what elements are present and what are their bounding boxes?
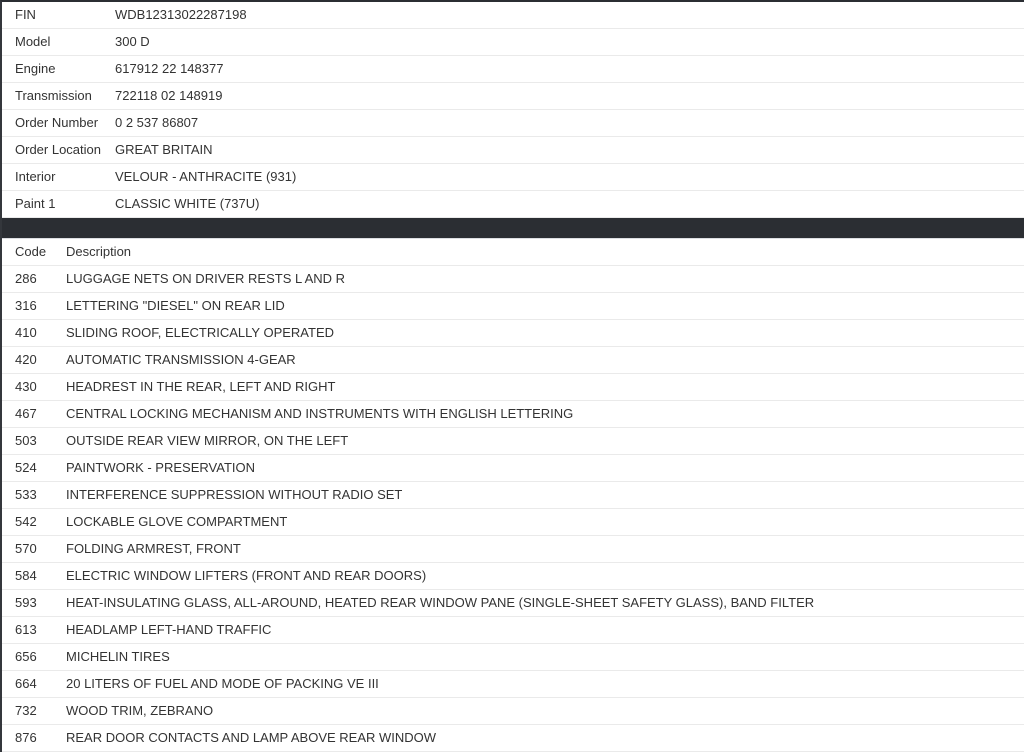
option-description: CENTRAL LOCKING MECHANISM AND INSTRUMENTS WITH ENGLISH LETTERING <box>66 406 574 421</box>
option-description: PAINTWORK - PRESERVATION <box>66 460 256 475</box>
spec-value: CLASSIC WHITE (737U) <box>115 196 260 211</box>
option-description: ELECTRIC WINDOW LIFTERS (FRONT AND REAR DOORS) <box>66 568 427 583</box>
option-code: 430 <box>15 379 37 394</box>
option-description: 20 LITERS OF FUEL AND MODE OF PACKING VE III <box>66 676 379 691</box>
option-row <box>2 266 1024 293</box>
option-code: 656 <box>15 649 37 664</box>
option-description: LUGGAGE NETS ON DRIVER RESTS L AND R <box>66 271 346 286</box>
option-row <box>2 401 1024 428</box>
option-description: REAR DOOR CONTACTS AND LAMP ABOVE REAR WINDOW <box>66 730 437 745</box>
option-row <box>2 536 1024 563</box>
option-code: 664 <box>15 676 37 691</box>
option-description: HEADREST IN THE REAR, LEFT AND RIGHT <box>66 379 336 394</box>
option-code: 876 <box>15 730 37 745</box>
option-description: LOCKABLE GLOVE COMPARTMENT <box>66 514 288 529</box>
option-description: AUTOMATIC TRANSMISSION 4-GEAR <box>66 352 296 367</box>
option-description: HEADLAMP LEFT-HAND TRAFFIC <box>66 622 272 637</box>
option-row <box>2 698 1024 725</box>
option-row <box>2 671 1024 698</box>
code-column-header: Code <box>15 244 47 259</box>
spec-row <box>2 83 1024 110</box>
option-code: 570 <box>15 541 37 556</box>
option-description: WOOD TRIM, ZEBRANO <box>66 703 214 718</box>
option-row <box>2 509 1024 536</box>
option-description: SLIDING ROOF, ELECTRICALLY OPERATED <box>66 325 335 340</box>
spec-value: GREAT BRITAIN <box>115 142 213 157</box>
option-row <box>2 563 1024 590</box>
option-row <box>2 482 1024 509</box>
option-row <box>2 320 1024 347</box>
spec-label: FIN <box>15 7 36 22</box>
spec-label: Model <box>15 34 51 49</box>
spec-value: 300 D <box>115 34 150 49</box>
options-table <box>2 239 1024 752</box>
option-code: 542 <box>15 514 37 529</box>
option-row <box>2 725 1024 752</box>
spec-value: 0 2 537 86807 <box>115 115 199 130</box>
option-row <box>2 374 1024 401</box>
spec-row <box>2 56 1024 83</box>
option-code: 524 <box>15 460 37 475</box>
option-description: OUTSIDE REAR VIEW MIRROR, ON THE LEFT <box>66 433 349 448</box>
options-header-row <box>2 239 1024 266</box>
option-code: 533 <box>15 487 37 502</box>
option-code: 410 <box>15 325 37 340</box>
spec-value: VELOUR - ANTHRACITE (931) <box>115 169 297 184</box>
spec-value: 722118 02 148919 <box>115 88 223 103</box>
option-code: 613 <box>15 622 37 637</box>
option-code: 503 <box>15 433 37 448</box>
spec-label: Interior <box>15 169 56 184</box>
description-column-header: Description <box>66 244 132 259</box>
option-code: 584 <box>15 568 37 583</box>
option-code: 467 <box>15 406 37 421</box>
option-row <box>2 455 1024 482</box>
option-row <box>2 428 1024 455</box>
spec-row <box>2 2 1024 29</box>
option-code: 593 <box>15 595 37 610</box>
option-description: FOLDING ARMREST, FRONT <box>66 541 241 556</box>
spec-row <box>2 29 1024 56</box>
option-row <box>2 293 1024 320</box>
option-row <box>2 347 1024 374</box>
spec-row <box>2 137 1024 164</box>
option-row <box>2 590 1024 617</box>
option-description: HEAT-INSULATING GLASS, ALL-AROUND, HEATED REAR WINDOW PANE (SINGLE-SHEET SAFETY GLASS), BAND FILTER <box>66 595 815 610</box>
spec-row <box>2 191 1024 218</box>
section-separator-bar <box>2 218 1024 239</box>
option-description: INTERFERENCE SUPPRESSION WITHOUT RADIO SET <box>66 487 403 502</box>
spec-label: Transmission <box>15 88 92 103</box>
spec-label: Engine <box>15 61 56 76</box>
option-row <box>2 644 1024 671</box>
option-description: LETTERING "DIESEL" ON REAR LID <box>66 298 285 313</box>
spec-row <box>2 110 1024 137</box>
option-code: 420 <box>15 352 37 367</box>
vehicle-info-table <box>2 2 1024 218</box>
option-code: 286 <box>15 271 37 286</box>
option-description: MICHELIN TIRES <box>66 649 170 664</box>
spec-label: Paint 1 <box>15 196 56 211</box>
option-code: 732 <box>15 703 37 718</box>
spec-value: WDB12313022287198 <box>115 7 247 22</box>
options-rows <box>2 266 1024 752</box>
spec-value: 617912 22 148377 <box>115 61 224 76</box>
option-code: 316 <box>15 298 37 313</box>
option-row <box>2 617 1024 644</box>
spec-label: Order Number <box>15 115 99 130</box>
spec-row <box>2 164 1024 191</box>
spec-label: Order Location <box>15 142 101 157</box>
